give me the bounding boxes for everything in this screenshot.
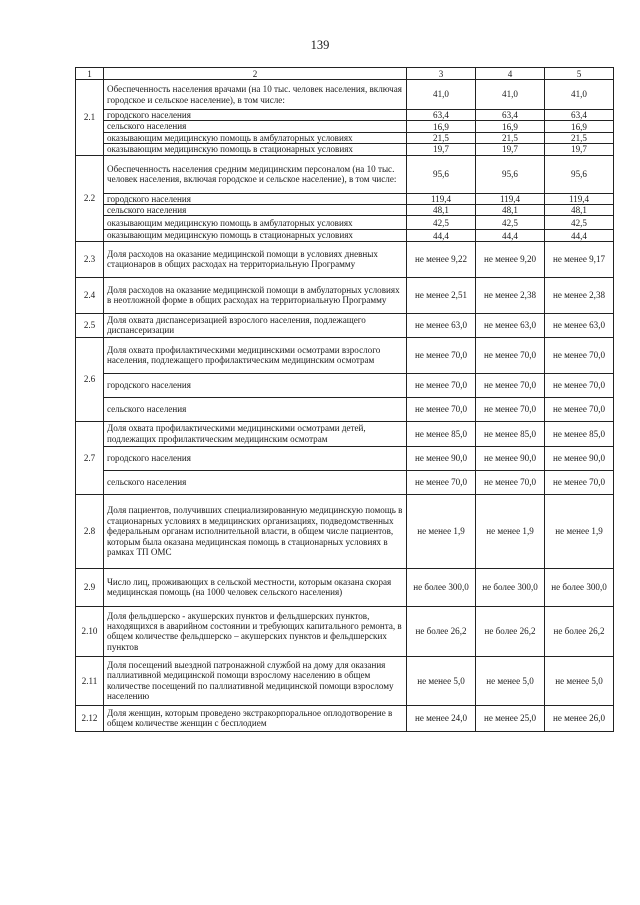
value-cell: 41,0 <box>407 80 476 110</box>
value-cell: не менее 70,0 <box>407 397 476 421</box>
indicator-name: сельского населения <box>104 470 407 494</box>
indicator-name: Доля охвата профилактическими медицинскими осмотрами взрослого населения, подлежащего профилактическим медицинским осмотрам <box>104 337 407 373</box>
value-cell: не менее 70,0 <box>407 470 476 494</box>
table-row <box>76 373 614 397</box>
table-row <box>76 277 614 313</box>
value-cell: 119,4 <box>476 193 545 204</box>
table-row <box>76 337 614 373</box>
value-cell: не менее 63,0 <box>407 313 476 337</box>
indicator-name: сельского населения <box>104 397 407 421</box>
table-row <box>76 230 614 241</box>
indicator-name: Доля расходов на оказание медицинской помощи в амбулаторных условиях в неотложной форме в общих расходах на территориальную Программу <box>104 277 407 313</box>
value-cell: не менее 26,0 <box>545 705 614 731</box>
row-number: 2.2 <box>76 155 104 241</box>
value-cell: не менее 70,0 <box>545 397 614 421</box>
row-number: 2.9 <box>76 568 104 606</box>
row-number: 2.7 <box>76 421 104 494</box>
table-row <box>76 705 614 731</box>
value-cell: 95,6 <box>476 155 545 193</box>
header-cell: 2 <box>104 68 407 80</box>
value-cell: не менее 5,0 <box>545 656 614 705</box>
indicator-name: Число лиц, проживающих в сельской местности, которым оказана скорая медицинская помощь (на 1000 человек сельского населения) <box>104 568 407 606</box>
table-row <box>76 132 614 143</box>
row-number: 2.11 <box>76 656 104 705</box>
value-cell: 19,7 <box>476 144 545 155</box>
value-cell: 42,5 <box>545 216 614 230</box>
header-cell: 1 <box>76 68 104 80</box>
value-cell: не более 300,0 <box>545 568 614 606</box>
value-cell: 42,5 <box>476 216 545 230</box>
value-cell: не более 300,0 <box>407 568 476 606</box>
value-cell: не менее 70,0 <box>545 470 614 494</box>
value-cell: 95,6 <box>407 155 476 193</box>
row-number: 2.1 <box>76 80 104 156</box>
value-cell: 63,4 <box>545 110 614 121</box>
value-cell: не менее 24,0 <box>407 705 476 731</box>
value-cell: не менее 9,22 <box>407 241 476 277</box>
table-row <box>76 80 614 110</box>
value-cell: не менее 85,0 <box>407 421 476 446</box>
value-cell: 19,7 <box>545 144 614 155</box>
row-number: 2.12 <box>76 705 104 731</box>
value-cell: не более 300,0 <box>476 568 545 606</box>
value-cell: 48,1 <box>545 205 614 216</box>
value-cell: 16,9 <box>476 121 545 132</box>
value-cell: 21,5 <box>545 132 614 143</box>
value-cell: 16,9 <box>407 121 476 132</box>
value-cell: не менее 1,9 <box>545 494 614 568</box>
value-cell: 48,1 <box>476 205 545 216</box>
value-cell: не более 26,2 <box>545 606 614 656</box>
table-row <box>76 205 614 216</box>
value-cell: не менее 70,0 <box>476 373 545 397</box>
table-row <box>76 193 614 204</box>
value-cell: не менее 85,0 <box>545 421 614 446</box>
value-cell: 63,4 <box>407 110 476 121</box>
value-cell: не менее 25,0 <box>476 705 545 731</box>
table-row <box>76 494 614 568</box>
value-cell: 21,5 <box>476 132 545 143</box>
value-cell: 95,6 <box>545 155 614 193</box>
table-row <box>76 568 614 606</box>
value-cell: 42,5 <box>407 216 476 230</box>
indicator-name: Доля посещений выездной патронажной службой на дому для оказания паллиативной медицинской помощи взрослому населению в общем количестве посещений по паллиативной медицинской помощи взрослому населению <box>104 656 407 705</box>
value-cell: не более 26,2 <box>407 606 476 656</box>
value-cell: не менее 2,51 <box>407 277 476 313</box>
value-cell: 16,9 <box>545 121 614 132</box>
value-cell: не менее 63,0 <box>476 313 545 337</box>
indicator-name: городского населения <box>104 373 407 397</box>
table-row <box>76 144 614 155</box>
value-cell: 119,4 <box>407 193 476 204</box>
value-cell: 44,4 <box>545 230 614 241</box>
indicator-name: Доля пациентов, получивших специализированную медицинскую помощь в стационарных условиях в медицинских организациях, подведомственных федеральным органам исполнительной власти, в общем числе пациентов, которым была оказана медицинская помощь в стационарных условиях в рамках ТП ОМС <box>104 494 407 568</box>
indicator-name: Обеспеченность населения средним медицинским персоналом (на 10 тыс. человек населения, включая городское и сельское население), в том числе: <box>104 155 407 193</box>
value-cell: не более 26,2 <box>476 606 545 656</box>
page-number: 139 <box>310 38 330 52</box>
table-row <box>76 155 614 193</box>
value-cell: 41,0 <box>476 80 545 110</box>
value-cell: 119,4 <box>545 193 614 204</box>
row-number: 2.3 <box>76 241 104 277</box>
table-header-row <box>76 68 614 80</box>
indicator-name: оказывающим медицинскую помощь в амбулаторных условиях <box>104 216 407 230</box>
table-row <box>76 121 614 132</box>
row-number: 2.6 <box>76 337 104 421</box>
value-cell: не менее 9,17 <box>545 241 614 277</box>
indicator-name: городского населения <box>104 446 407 470</box>
value-cell: не менее 5,0 <box>476 656 545 705</box>
value-cell: 41,0 <box>545 80 614 110</box>
row-number: 2.5 <box>76 313 104 337</box>
row-number: 2.8 <box>76 494 104 568</box>
indicator-name: оказывающим медицинскую помощь в стационарных условиях <box>104 144 407 155</box>
header-cell: 5 <box>545 68 614 80</box>
table-row <box>76 313 614 337</box>
indicator-name: Обеспеченность населения врачами (на 10 тыс. человек населения, включая городское и сельское население), в том числе: <box>104 80 407 110</box>
indicator-name: оказывающим медицинскую помощь в стационарных условиях <box>104 230 407 241</box>
value-cell: не менее 70,0 <box>407 373 476 397</box>
value-cell: 63,4 <box>476 110 545 121</box>
indicator-name: Доля охвата диспансеризацией взрослого населения, подлежащего диспансеризации <box>104 313 407 337</box>
row-number: 2.10 <box>76 606 104 656</box>
value-cell: не менее 70,0 <box>476 397 545 421</box>
indicator-name: сельского населения <box>104 205 407 216</box>
value-cell: не менее 1,9 <box>407 494 476 568</box>
indicator-name: городского населения <box>104 193 407 204</box>
indicator-name: Доля фельдшерско - акушерских пунктов и фельдшерских пунктов, находящихся в аварийном состоянии и требующих капитального ремонта, в общем количестве фельдшерско – акушерских пунктов и фельдшерских пунктов <box>104 606 407 656</box>
table-row <box>76 397 614 421</box>
value-cell: не менее 70,0 <box>476 337 545 373</box>
value-cell: не менее 70,0 <box>545 373 614 397</box>
indicator-name: Доля женщин, которым проведено экстракорпоральное оплодотворение в общем количестве женщин с бесплодием <box>104 705 407 731</box>
indicator-name: оказывающим медицинскую помощь в амбулаторных условиях <box>104 132 407 143</box>
header-cell: 3 <box>407 68 476 80</box>
value-cell: не менее 70,0 <box>407 337 476 373</box>
value-cell: не менее 1,9 <box>476 494 545 568</box>
value-cell: 21,5 <box>407 132 476 143</box>
value-cell: не менее 9,20 <box>476 241 545 277</box>
indicators-table <box>75 67 614 732</box>
value-cell: не менее 90,0 <box>476 446 545 470</box>
value-cell: не менее 90,0 <box>407 446 476 470</box>
value-cell: не менее 5,0 <box>407 656 476 705</box>
value-cell: не менее 85,0 <box>476 421 545 446</box>
table-row <box>76 606 614 656</box>
table-row <box>76 241 614 277</box>
table-row <box>76 656 614 705</box>
value-cell: 44,4 <box>407 230 476 241</box>
indicator-name: сельского населения <box>104 121 407 132</box>
table-row <box>76 446 614 470</box>
table-row <box>76 470 614 494</box>
value-cell: не менее 90,0 <box>545 446 614 470</box>
indicator-name: Доля расходов на оказание медицинской помощи в условиях дневных стационаров в общих расходах на территориальную Программу <box>104 241 407 277</box>
indicator-name: городского населения <box>104 110 407 121</box>
value-cell: не менее 2,38 <box>476 277 545 313</box>
table-row <box>76 110 614 121</box>
indicator-name: Доля охвата профилактическими медицинскими осмотрами детей, подлежащих профилактическим медицинским осмотрам <box>104 421 407 446</box>
table-row <box>76 216 614 230</box>
value-cell: не менее 2,38 <box>545 277 614 313</box>
value-cell: 48,1 <box>407 205 476 216</box>
value-cell: 44,4 <box>476 230 545 241</box>
table-row <box>76 421 614 446</box>
value-cell: не менее 63,0 <box>545 313 614 337</box>
header-cell: 4 <box>476 68 545 80</box>
value-cell: не менее 70,0 <box>476 470 545 494</box>
value-cell: 19,7 <box>407 144 476 155</box>
row-number: 2.4 <box>76 277 104 313</box>
value-cell: не менее 70,0 <box>545 337 614 373</box>
